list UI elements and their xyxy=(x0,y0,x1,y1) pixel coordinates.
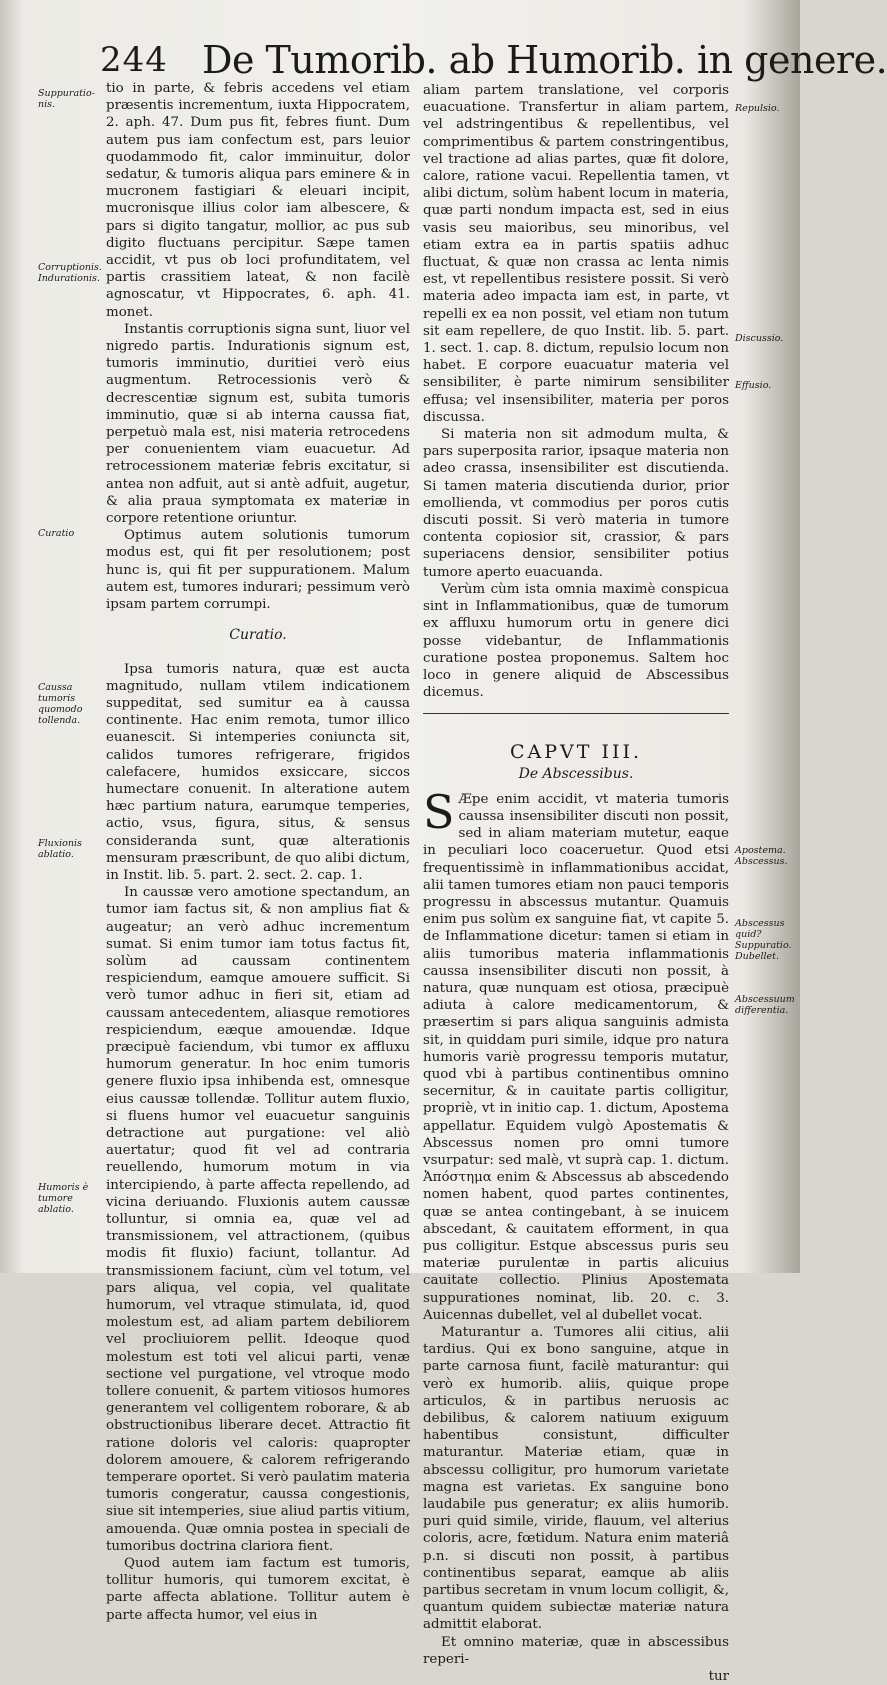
chapter-title: CAPVT III. xyxy=(509,741,643,764)
margin-note: Discussio. xyxy=(735,333,784,344)
margin-note: Apostema. Abscessus. xyxy=(735,845,788,867)
page-header xyxy=(100,38,887,86)
paragraph: Optimus autem solutionis tumorum modus est, qui fit per resolutionem; post hunc is, qui fit per suppurationem. Malum autem est, tumores indurari; pessimum verò ipsam partem corrumpi. xyxy=(106,528,410,613)
margin-note: Effusio. xyxy=(735,380,772,391)
margin-note: Curatio xyxy=(38,528,75,539)
paragraph: Et omnino materiæ, quæ in abscessibus reperi- xyxy=(423,1634,729,1667)
paragraph-text: Æpe enim accidit, vt materia tumoris caussa insensibiliter discuti non possit, sed in aliam materiam mutetur, eaque in peculiari loco coaceruetur. Quod etsi frequentissimè in inflammationibus accidat, alii tamen tumores etiam non pauci temporis progressu in abscessus mutantur. Quamuis enim pus solùm ex sanguine fiat, vt capite 5. de Inflammatione dicetur: tamen si etiam in aliis tumoribus materia inflammationis caussa insensibiliter discuti non possit, à natura, quæ nunquam est otiosa, præcipuè adiuta à calore medicamentorum, & præsertim si pars aliqua sanguinis admista sit, in quiddam puri simile, idque pro natura humoris variè progressu temporis mutatur, quod vbi à partibus continentibus omnino secernitur, & in cauitate partis colligitur, propriè, vt in initio cap. 1. dictum, Apostema appellatur. Equidem vulgò Apostematis & Abscessus nomen pro omni tumore vsurpatur: sed malè, vt suprà cap. 1. dictum. Ἀπόστημα enim & Abscessus ab abscedendo nomen habent, quod partes continentes, quæ se antea contingebant, à se inuicem abscedant, & cauitatem efforment, in qua pus colligitur. Estque abscessus puris seu materiæ purulentæ in partis alicuius cauitate collectio. Plinius Apostemata suppurationes nominat, lib. 20. c. 3. Auicennas dubellet, vel al dubellet vocat. xyxy=(423,791,729,1323)
margin-note: Repulsio. xyxy=(735,103,780,114)
right-column xyxy=(423,82,729,1685)
margin-note: Suppuratio-nis. xyxy=(38,88,95,110)
chapter-subtitle: De Abscessibus. xyxy=(518,765,634,782)
margin-note: Caussa tumoris quomodo tollenda. xyxy=(38,682,83,726)
page-number: 244 xyxy=(100,40,168,80)
running-title: De Tumorib. ab Humorib. in genere. xyxy=(202,38,887,82)
paragraph: Quod autem iam factum est tumoris, tollitur humoris, qui tumorem excitat, è parte affecta ablatione. Tollitur autem è parte affecta humor, vel eius in xyxy=(106,1556,410,1623)
paragraph: aliam partem translatione, vel corporis euacuatione. Transfertur in aliam partem, vel adstringentibus & repellentibus, vel comprimentibus & partem constringentibus, vel tractione ad alias partes, quæ fit dolore, calore, ratione vacui. Repellentia tamen, vt alibi dictum, solùm habent locum in materia, quæ parti nondum impacta est, sed in eius vasis seu maioribus, seu minoribus, vel etiam extra ea in partis spatiis adhuc fluctuat, & quæ non crassa ac lenta nimis est, vt repellentibus resistere possit. Si verò materia adeo impacta iam est, in parte, vt repelli ex ea non possit, vel etiam non tutum sit eam repellere, de quo Instit. lib. 5. part. 1. sect. 1. cap. 8. dictum, repulsio locum non habet. E corpore euacuatur materia vel sensibiliter, è parte nimirum sensibiliter effusa; vel insensibiliter, materia per poros discussa. xyxy=(423,83,729,425)
paragraph: Maturantur a. Tumores alii citius, alii tardius. Qui ex bono sanguine, atque in parte carnosa fiunt, facilè maturantur: qui verò ex humorib. aliis, quique prope articulos, & in partibus neruosis ac debilibus, & calorem natiuum exiguum habentibus consistunt, difficulter maturantur. Materiæ etiam, quæ in abscessu colligitur, pro humorum varietate magna est varietas. Ex sanguine bono laudabile pus generatur; ex aliis humorib. puri quid simile, viride, flauum, vel alterius coloris, acre, fœtidum. Natura enim materiâ p.n. si discuti non possit, à partibus continentibus separat, eamque ab aliis partibus secretam in vnum locum colligit, &, quantum quidem subiectæ materiæ natura admittit elaborat. xyxy=(423,1325,729,1633)
paragraph: Si materia non sit admodum multa, & pars superposita rarior, ipsaque materia non adeo crassa, insensibiliter est discutienda. Si tamen materia discutienda durior, prior emollienda, vt commodius per poros cutis discuti possit. Si verò materia in tumore contenta copiosior sit, crassior, & pars superiacens densior, sensibiliter potius tumore aperto euacuanda. xyxy=(423,427,729,580)
margin-note: Abscessuum differentia. xyxy=(735,994,795,1016)
drop-cap: S xyxy=(423,784,455,839)
section-divider xyxy=(423,713,729,714)
margin-note: Humoris è tumore ablatio. xyxy=(38,1182,89,1215)
paragraph xyxy=(423,784,729,1324)
left-column xyxy=(106,80,410,1624)
margin-note: Fluxionis ablatio. xyxy=(38,838,82,860)
paragraph: In caussæ vero amotione spectandum, an tumor iam factus sit, & non amplius fiat & augeatur; an verò adhuc incrementum sumat. Si enim tumor iam totus factus fit, solùm ad caussam continentem respiciendum, eamque amouere sufficit. Si verò tumor adhuc in fieri sit, etiam ad caussam antecedentem, aliasque remotiores respiciendum, eæque amouendæ. Idque præcipuè faciendum, vbi tumor ex affluxu humorum generatur. In hoc enim tumoris genere fluxio ipsa inhibenda est, omnesque eius caussæ tollendæ. Tollitur autem fluxio, si fluens humor vel euacuetur sanguinis detractione aut purgatione: vel aliò auertatur; quod fit vel ad contraria reuellendo, humorum motum in via intercipiendo, à parte affecta repellendo, ad vicina deriuando. Fluxionis autem caussæ tolluntur, si omnia ea, quæ vel ad transmissionem, vel attractionem, (quibus modis fit fluxio) faciunt, tollantur. Ad transmissionem faciunt, cùm vel totum, vel pars aliqua, vel copia, vel qualitate humorum, vel vtraque stimulata, id, quod molestum est, ad aliam partem debiliorem vel procliuiorem pellit. Ideoque quod molestum est toti vel alicui parti, venæ sectione vel purgatione, vel vtroque modo tollere conuenit, & partem vitiosos humores generantem vel colligentem roborare, & ab obstructionibus liberare decet. Attractio fit ratione doloris vel caloris: quapropter dolorem amouere, & calorem refrigerando temperare oportet. Si verò paulatim materia tumoris congeratur, caussa congestionis, siue sit intemperies, siue aliud partis vitium, amouenda. Quæ omnia postea in speciali de tumoribus doctrina clariora fient. xyxy=(106,885,410,1554)
margin-note: Abscessus quid? Suppuratio. Dubellet. xyxy=(735,918,792,962)
catchword: tur xyxy=(708,1669,729,1685)
paragraph: Instantis corruptionis signa sunt, liuor vel nigredo partis. Indurationis signum est, tumoris imminutio, duritiei verò eius augmentum. Retrocessionis verò & decrescentiæ signum est, subita tumoris imminutio, quæ si ab interna caussa fiat, perpetuò mala est, nisi materia retrocedens per conuenientem viam euacuetur. Ad retrocessionem materiæ febris excitatur, si antea non adfuit, aut si antè adfuit, augetur, & alia praua symptomata ex materiæ in corpore retentione oriuntur. xyxy=(106,321,410,527)
paragraph: Ipsa tumoris natura, quæ est aucta magnitudo, nullam vtilem indicationem suppeditat, sed sumitur ea à caussa continente. Hac enim remota, tumor illico euanescit. Si intemperies coniuncta sit, calidos tumores refrigerare, frigidos calefacere, humidos exsiccare, siccos humectare conuenit. In alteratione autem hæc partium natura, earumque temperies, actio, vsus, figura, situs, & sensus consideranda sunt, quæ alterationis mensuram præscribunt, de quo alibi dictum, in Instit. lib. 5. part. 2. sect. 2. cap. 1. xyxy=(106,661,410,883)
margin-note: Corruptionis. Indurationis. xyxy=(38,262,102,284)
section-heading: Curatio. xyxy=(229,627,287,644)
paragraph: tio in parte, & febris accedens vel etiam præsentis incrementum, iuxta Hippocratem, 2. aph. 47. Dum pus fit, febres fiunt. Dum autem pus iam confectum est, pars leuior quodammodo fit, calor imminuitur, dolor sedatur, & tumoris aliqua pars eminere & in mucronem fastigiari & eleuari incipit, mucronisque illius color iam albescere, & pars si digito tangatur, mollior, ac pus sub digito fluctuans percipitur. Sæpe tamen accidit, vt pus ob loci profunditatem, vel partis crassitiem lateat, & non facilè agnoscatur, vt Hippocrates, 6. aph. 41. monet. xyxy=(106,81,410,320)
paragraph: Verùm cùm ista omnia maximè conspicua sint in Inflammationibus, quæ de tumorum ex affluxu humorum ortu in genere dici posse videbantur, de Inflammationis curatione postea proponemus. Saltem hoc loco in genere aliquid de Abscessibus dicemus. xyxy=(423,581,729,701)
